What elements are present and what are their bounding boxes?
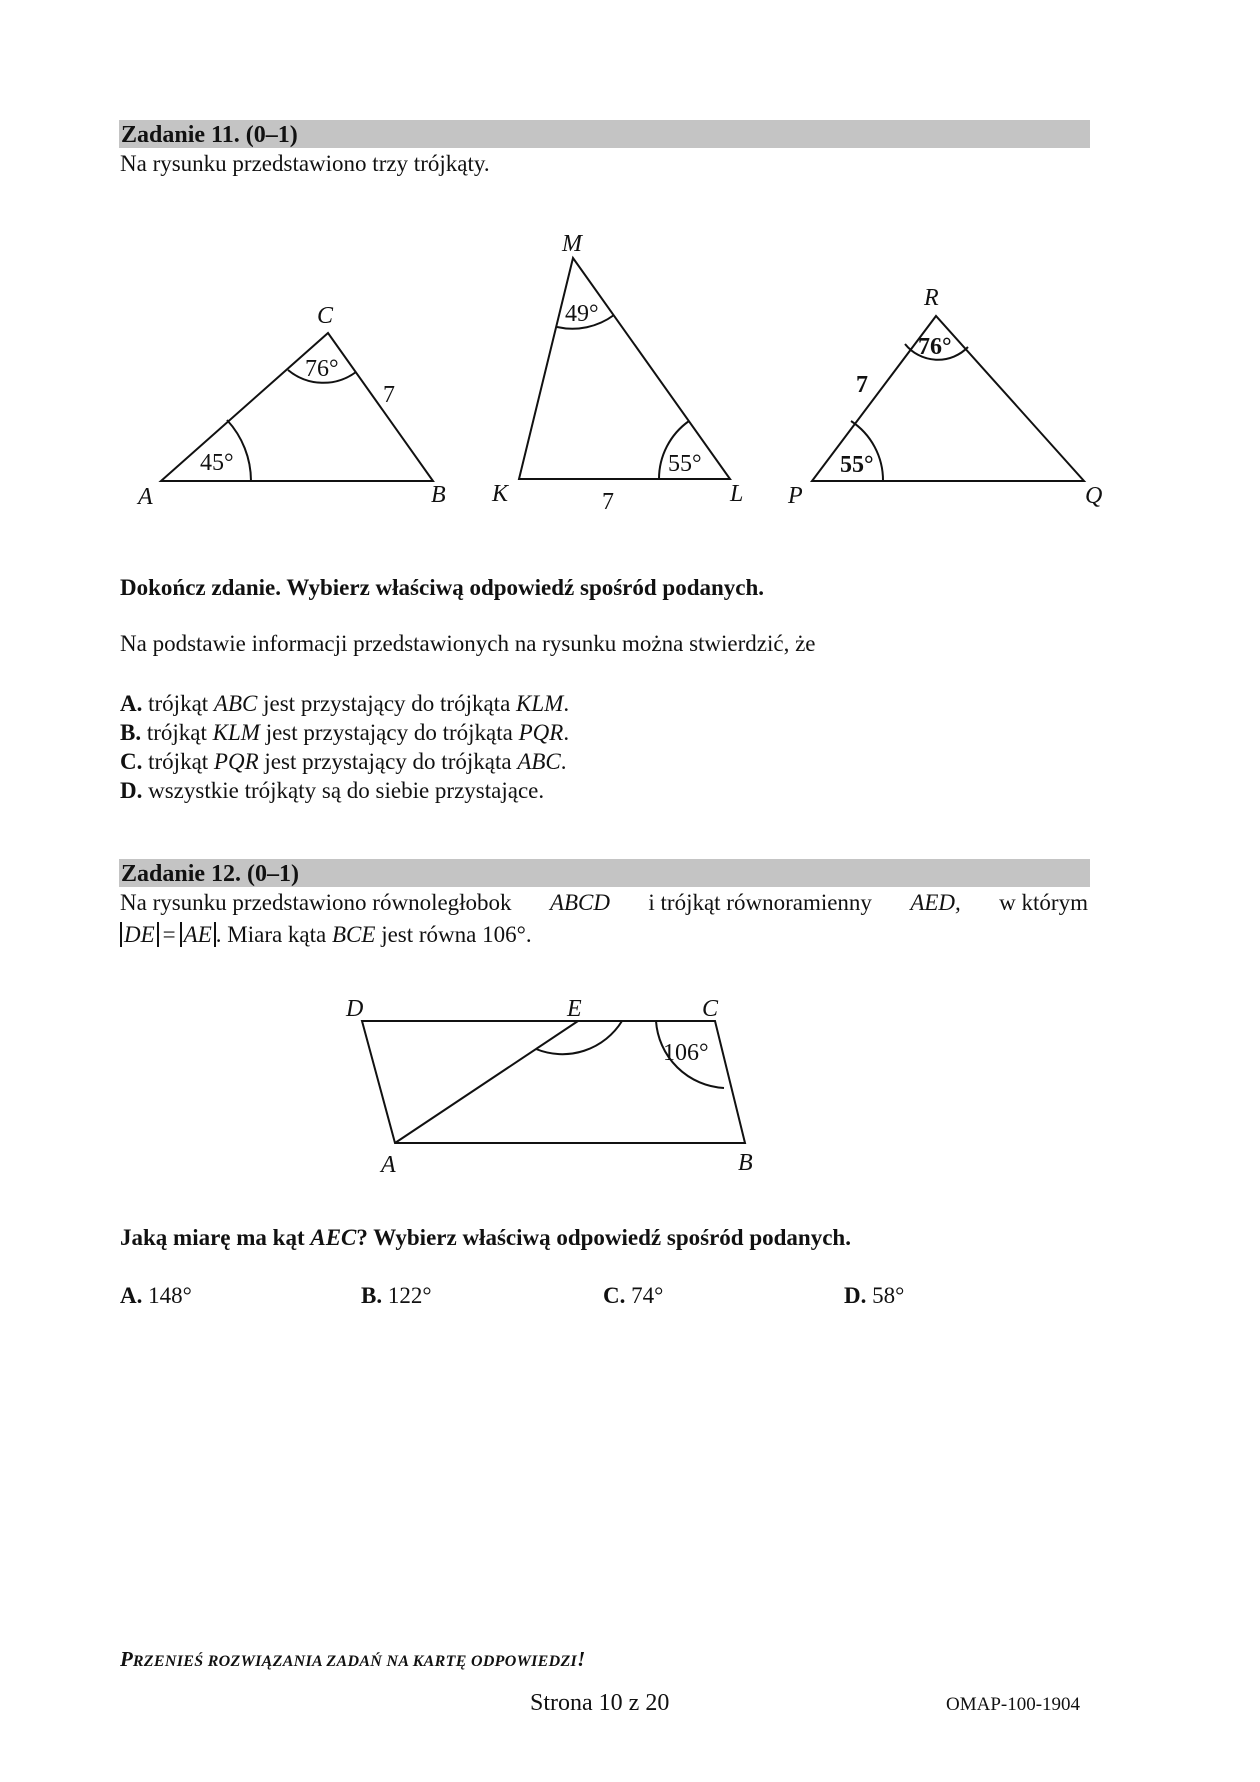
vertex-a: A bbox=[381, 1152, 396, 1178]
option-text: jest przystający do trójkąta bbox=[264, 749, 512, 774]
vertex-q: Q bbox=[1085, 483, 1103, 509]
option-letter: A. bbox=[120, 691, 143, 716]
option-letter: D. bbox=[120, 778, 143, 803]
task-11-intro: Na rysunku przedstawiono trzy trójkąty. bbox=[120, 151, 490, 176]
intro-figure-name: AED, bbox=[910, 890, 961, 915]
task-12-answer-b[interactable] bbox=[361, 1282, 432, 1310]
vertex-k: K bbox=[492, 481, 509, 507]
option-triangle: KLM bbox=[212, 720, 260, 745]
question-angle: AEC bbox=[310, 1225, 357, 1250]
option-text: jest przystający do trójkąta bbox=[265, 720, 513, 745]
angle-l-label: 55° bbox=[668, 451, 702, 477]
option-letter: C. bbox=[120, 749, 143, 774]
angle-p-label: 55° bbox=[840, 452, 874, 478]
angle-c-label: 76° bbox=[305, 356, 339, 382]
equals-sign: = bbox=[162, 922, 176, 947]
task-12-answer-a[interactable] bbox=[120, 1282, 192, 1310]
intro-text: jest równa 106°. bbox=[381, 922, 532, 947]
intro-text: . Miara kąta bbox=[215, 922, 327, 947]
option-text: jest przystający do trójkąta bbox=[263, 691, 511, 716]
option-letter: B. bbox=[120, 720, 142, 745]
angle-m-label: 49° bbox=[565, 301, 599, 327]
option-text: trójkąt bbox=[148, 691, 209, 716]
side-cb-label: 7 bbox=[383, 382, 395, 408]
vertex-r: R bbox=[924, 285, 939, 311]
option-triangle: ABC bbox=[517, 749, 561, 774]
footer-note bbox=[120, 1645, 585, 1676]
side-pr-label: 7 bbox=[856, 372, 868, 398]
option-text: wszystkie trójkąty są do siebie przystające. bbox=[148, 778, 545, 803]
answer-value: 58° bbox=[872, 1283, 905, 1308]
side-kl-label: 7 bbox=[602, 489, 614, 515]
answer-letter: A. bbox=[120, 1283, 143, 1308]
angle-a-label: 45° bbox=[200, 450, 234, 476]
option-text: trójkąt bbox=[146, 720, 207, 745]
answer-letter: D. bbox=[844, 1283, 867, 1308]
answer-value: 122° bbox=[387, 1283, 432, 1308]
option-triangle: PQR bbox=[213, 749, 259, 774]
option-end: . bbox=[560, 749, 567, 774]
task-12-header: Zadanie 12. (0–1) bbox=[119, 859, 1090, 887]
angle-r-label: 76° bbox=[918, 334, 952, 360]
vertex-b: B bbox=[431, 482, 446, 508]
task-11-instruction: Dokończ zdanie. Wybierz właściwą odpowiedź spośród podanych. bbox=[120, 575, 765, 600]
abs-ae: AE bbox=[180, 922, 216, 947]
intro-angle-name: BCE bbox=[332, 922, 376, 947]
vertex-c: C bbox=[317, 303, 334, 329]
vertex-a: A bbox=[138, 484, 153, 510]
vertex-l: L bbox=[730, 481, 744, 507]
intro-figure-name: ABCD bbox=[549, 890, 610, 915]
option-triangle: ABC bbox=[213, 691, 258, 716]
answer-value: 74° bbox=[631, 1283, 664, 1308]
answer-letter: C. bbox=[603, 1283, 626, 1308]
answer-value: 148° bbox=[148, 1283, 192, 1308]
vertex-d: D bbox=[346, 996, 364, 1022]
footer-note-initial: P bbox=[120, 1647, 133, 1671]
angle-arc-aec bbox=[536, 1021, 622, 1054]
question-text: Jaką miarę ma kąt bbox=[120, 1225, 305, 1250]
vertex-b: B bbox=[738, 1150, 753, 1176]
intro-text: w którym bbox=[999, 890, 1088, 915]
option-end: . bbox=[563, 691, 570, 716]
intro-text: Na rysunku przedstawiono równoległobok bbox=[120, 890, 512, 915]
document-code: OMAP-100-1904 bbox=[946, 1694, 1081, 1715]
vertex-e: E bbox=[567, 996, 582, 1022]
footer-note-end: ! bbox=[577, 1647, 586, 1671]
segment-ae bbox=[395, 1021, 578, 1143]
vertex-p: P bbox=[788, 483, 803, 509]
angle-c-label: 106° bbox=[663, 1040, 709, 1066]
footer-note-text: RZENIEŚ ROZWIĄZANIA ZADAŃ NA KARTĘ ODPOWIEDZI bbox=[132, 1653, 578, 1670]
page-number: Strona 10 z 20 bbox=[530, 1690, 670, 1716]
option-triangle: PQR bbox=[518, 720, 564, 745]
task-12-question bbox=[120, 1224, 851, 1252]
vertex-c: C bbox=[702, 996, 719, 1022]
intro-text: i trójkąt równoramienny bbox=[648, 890, 872, 915]
answer-letter: B. bbox=[361, 1283, 383, 1308]
task-11-question: Na podstawie informacji przedstawionych na rysunku można stwierdzić, że bbox=[120, 631, 816, 656]
abs-de: DE bbox=[120, 922, 159, 947]
option-text: trójkąt bbox=[148, 749, 209, 774]
option-end: . bbox=[563, 720, 570, 745]
task-12-answer-d[interactable] bbox=[844, 1282, 904, 1310]
task-12-answer-c[interactable] bbox=[603, 1282, 663, 1310]
question-text: ? Wybierz właściwą odpowiedź spośród podanych. bbox=[356, 1225, 851, 1250]
vertex-m: M bbox=[562, 231, 582, 257]
option-triangle: KLM bbox=[516, 691, 564, 716]
task-11-header: Zadanie 11. (0–1) bbox=[119, 120, 1090, 148]
